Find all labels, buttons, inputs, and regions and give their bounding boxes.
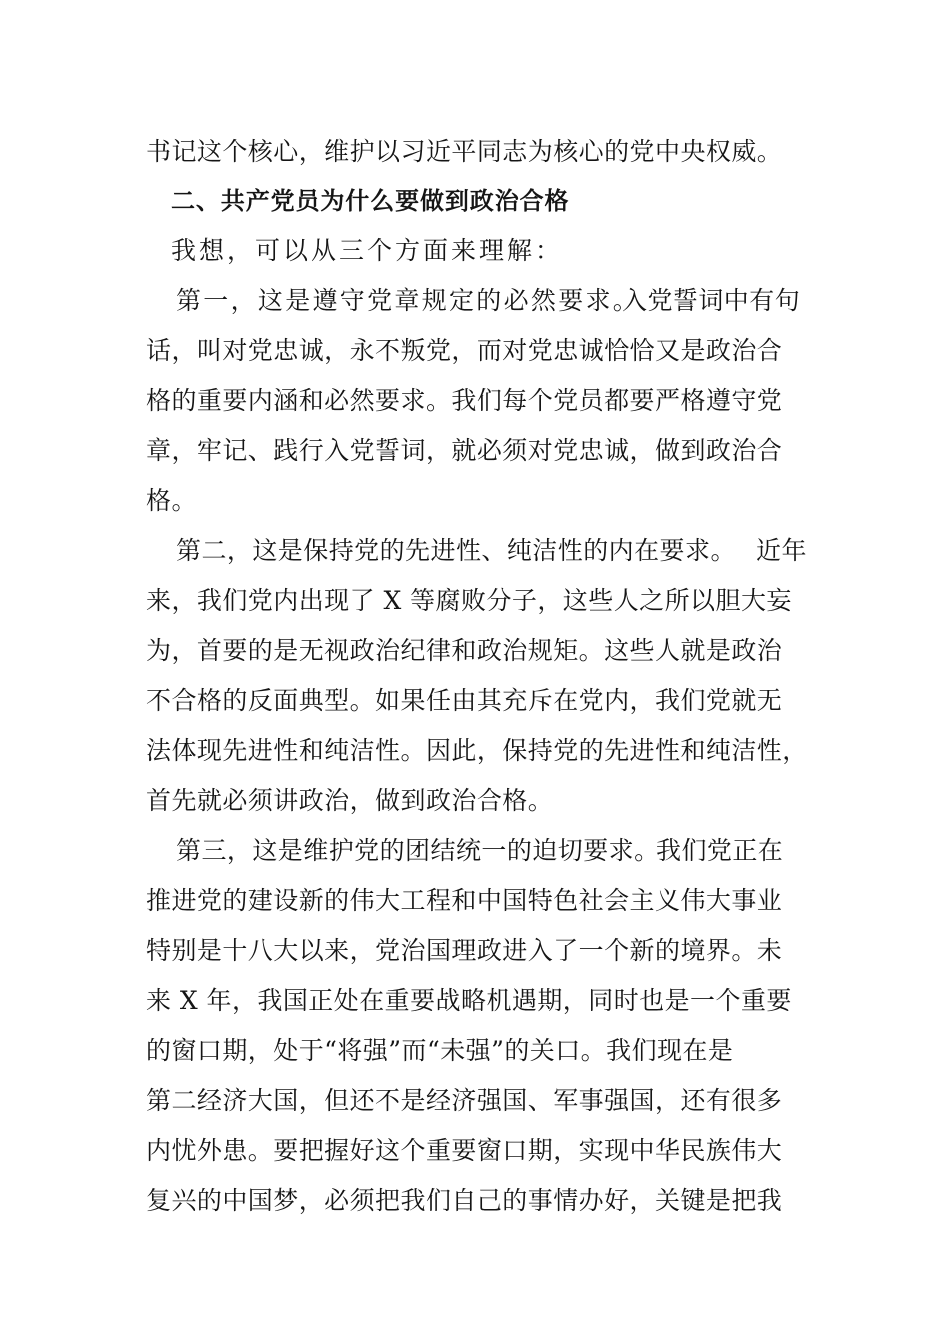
paragraph-2-line-5: 法体现先进性和纯洁性。因此，保持党的先进性和纯洁性， xyxy=(146,736,808,765)
paragraph-3-line-2: 推进党的建设新的伟大工程和中国特色社会主义伟大事业 xyxy=(146,886,783,915)
paragraph-3-line-4: 来 X 年，我国正处在重要战略机遇期，同时也是一个重要 xyxy=(146,986,792,1015)
paragraph-3-line-1-rest: 我们党正在 xyxy=(656,836,784,865)
paragraph-1-line-5: 格。 xyxy=(146,486,197,515)
paragraph-3-line-6: 第二经济大国，但还不是经济强国、军事强国，还有很多 xyxy=(146,1086,783,1115)
paragraph-2-line xyxy=(0,586,950,616)
paragraph-3-line xyxy=(0,1186,950,1216)
section-heading xyxy=(0,186,950,216)
paragraph-2-line-3: 为，首要的是无视政治纪律和政治规矩。这些人就是政治 xyxy=(146,636,783,665)
intro-line xyxy=(0,236,950,266)
paragraph-2-line-4: 不合格的反面典型。如果任由其充斥在党内，我们党就无 xyxy=(146,686,783,715)
paragraph-1-line xyxy=(0,436,950,466)
paragraph-3-line xyxy=(0,936,950,966)
paragraph-2-line-2: 来，我们党内出现了 X 等腐败分子，这些人之所以胆大妄 xyxy=(146,586,792,615)
paragraph-2-line xyxy=(0,736,950,766)
paragraph-3-line xyxy=(0,1036,950,1066)
paragraph-1-first-line xyxy=(0,286,950,316)
paragraph-3-line xyxy=(0,986,950,1016)
paragraph-2-lead: 第二，这是保持党的先进性、纯洁性的内在要求。 xyxy=(176,536,736,565)
paragraph-1-line-4: 章，牢记、践行入党誓词，就必须对党忠诚，做到政治合 xyxy=(146,436,783,465)
paragraph-2-line xyxy=(0,636,950,666)
paragraph-1-line xyxy=(0,386,950,416)
intro-text: 我想，可以从三个方面来理解： xyxy=(171,236,564,265)
continuation-text: 书记这个核心，维护以习近平同志为核心的党中央权威。 xyxy=(146,137,783,166)
paragraph-1-line-2: 话，叫对党忠诚，永不叛党，而对党忠诚恰恰又是政治合 xyxy=(146,336,783,365)
continuation-line xyxy=(0,137,950,167)
paragraph-3-line-5: 的窗口期，处于“将强”而“未强”的关口。我们现在是 xyxy=(146,1036,734,1065)
paragraph-3-line xyxy=(0,1086,950,1116)
paragraph-1-lead: 第一，这是遵守党章规定的必然要求。 xyxy=(176,286,641,315)
paragraph-3-line-3: 特别是十八大以来，党治国理政进入了一个新的境界。未 xyxy=(146,936,783,965)
paragraph-3-line-8: 复兴的中国梦，必须把我们自己的事情办好，关键是把我 xyxy=(146,1186,783,1215)
paragraph-1-line-3: 格的重要内涵和必然要求。我们每个党员都要严格遵守党 xyxy=(146,386,783,415)
paragraph-2-line xyxy=(0,786,950,816)
paragraph-1-line xyxy=(0,336,950,366)
paragraph-3-line xyxy=(0,1136,950,1166)
paragraph-3-first-line xyxy=(0,836,950,866)
paragraph-3-line-7: 内忧外患。要把握好这个重要窗口期，实现中华民族伟大 xyxy=(146,1136,783,1165)
paragraph-3-lead: 第三，这是维护党的团结统一的迫切要求。 xyxy=(176,836,660,865)
paragraph-1-line-1-rest: 入党誓词中有句 xyxy=(622,286,801,315)
paragraph-3-line xyxy=(0,886,950,916)
paragraph-2-first-line xyxy=(0,536,950,566)
paragraph-1-line xyxy=(0,486,950,516)
section-heading-text: 二、共产党员为什么要做到政治合格 xyxy=(171,187,570,215)
paragraph-2-line xyxy=(0,686,950,716)
paragraph-2-line-1-rest: 近年 xyxy=(756,536,807,565)
paragraph-2-line-6: 首先就必须讲政治，做到政治合格。 xyxy=(146,786,554,815)
